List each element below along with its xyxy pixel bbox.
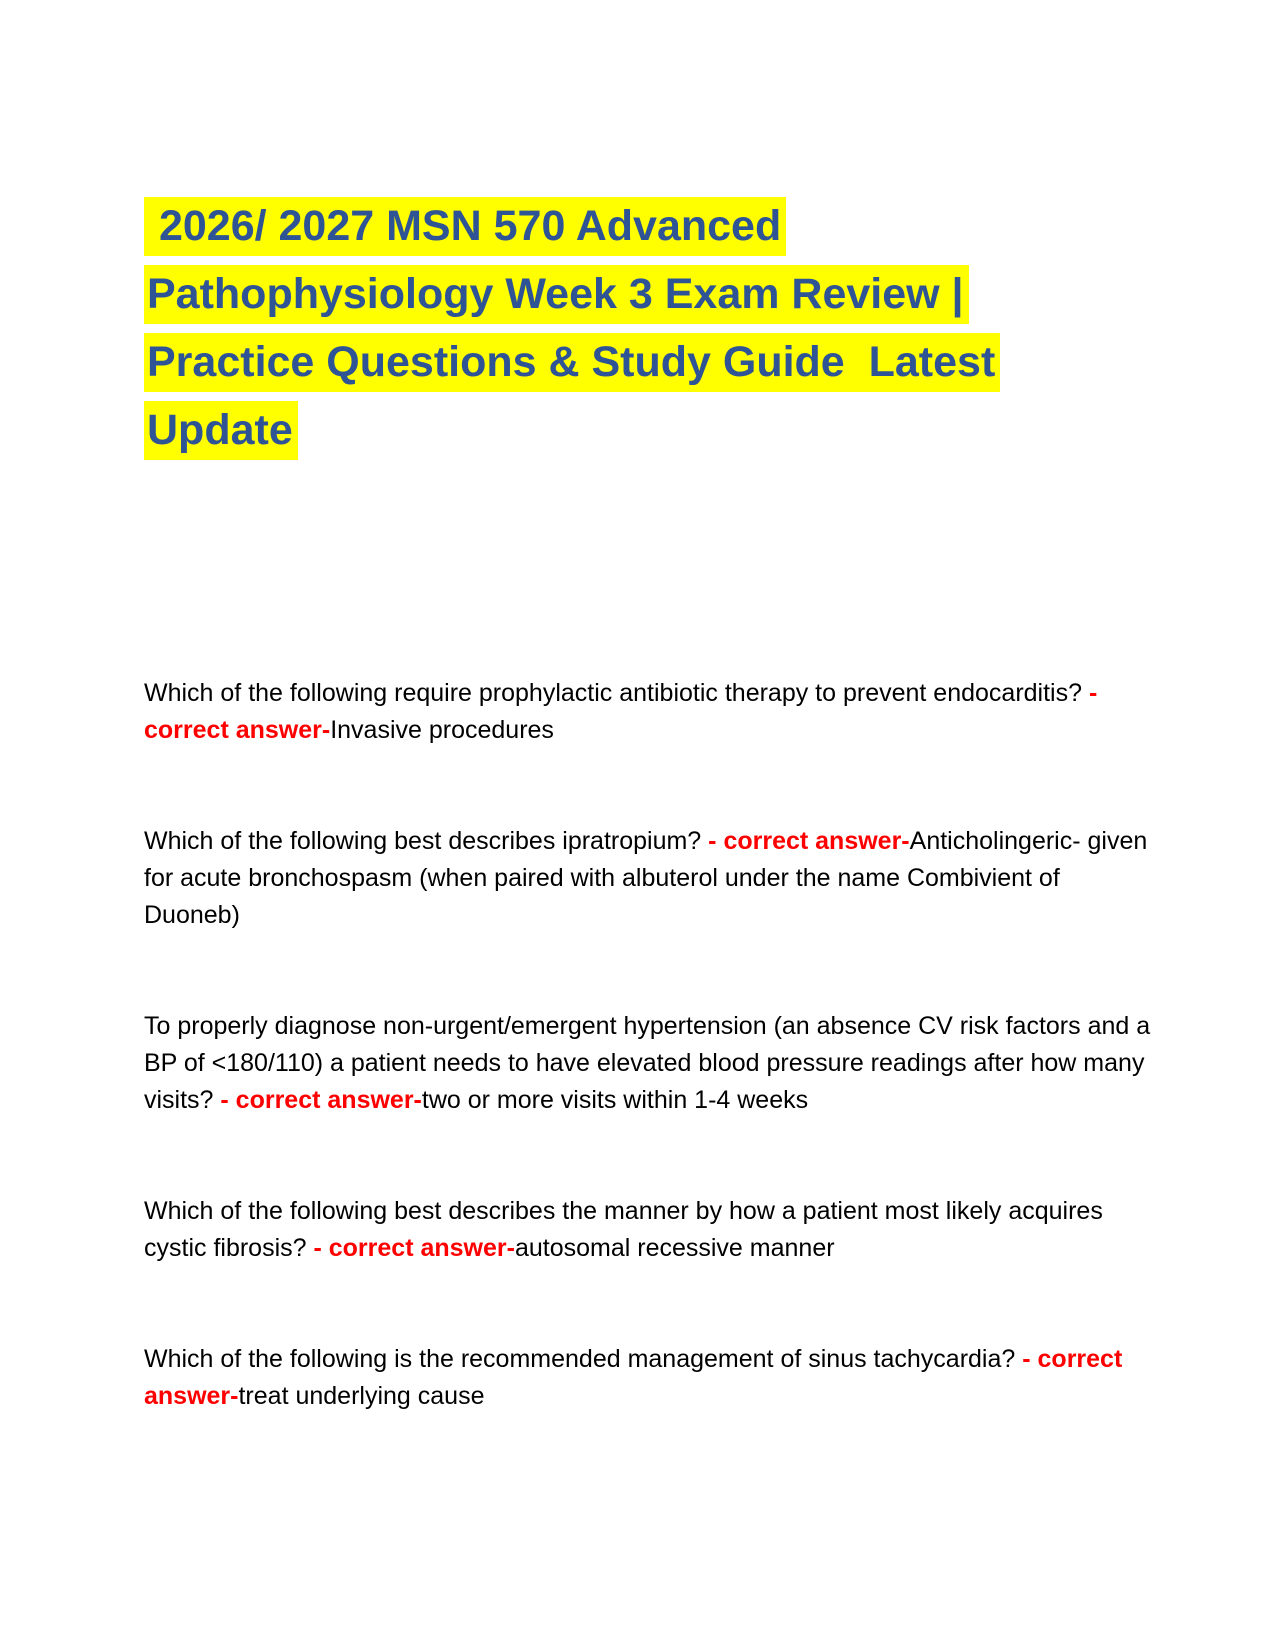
- question-text: Which of the following best describes the manner by how a patient most likely acquires cystic fibrosis?: [144, 1197, 1110, 1262]
- question-text: Which of the following is the recommended management of sinus tachycardia?: [144, 1345, 1023, 1373]
- qa-item-1: [144, 675, 1154, 749]
- correct-answer-marker: - correct answer-: [708, 827, 910, 855]
- question-text: Which of the following require prophylactic antibiotic therapy to prevent endocarditis?: [144, 679, 1089, 707]
- title-line-2-highlight: Pathophysiology Week 3 Exam Review |: [144, 265, 969, 324]
- title-line-2: [144, 260, 1154, 328]
- title-line-3: [144, 328, 1154, 396]
- title-line-1-highlight: 2026/ 2027 MSN 570 Advanced: [144, 197, 786, 256]
- question-text: Which of the following best describes ipratropium?: [144, 827, 709, 855]
- qa-item-4: [144, 1193, 1154, 1267]
- correct-answer-marker: - correct answer-: [144, 1345, 1130, 1410]
- title-line-4-highlight: Update: [144, 401, 298, 460]
- qa-item-3: [144, 1008, 1158, 1119]
- answer-text: two or more visits within 1-4 weeks: [421, 1086, 809, 1114]
- answer-text: Invasive procedures: [330, 716, 554, 744]
- correct-answer-marker: - correct answer-: [220, 1086, 422, 1114]
- document-title: [144, 0, 1154, 464]
- question-text: To properly diagnose non-urgent/emergent hypertension (an absence CV risk factors and a BP of <180/110) a patient needs to have elevated blood pressure readings after how many visits?: [144, 1012, 1158, 1114]
- correct-answer-marker: - correct answer-: [313, 1234, 515, 1262]
- answer-text: autosomal recessive manner: [514, 1234, 835, 1262]
- title-line-1: [144, 192, 1154, 260]
- correct-answer-marker: - correct answer-: [144, 679, 1105, 744]
- title-line-3-highlight: Practice Questions & Study Guide Latest: [144, 333, 1000, 392]
- qa-list: [144, 675, 1158, 1415]
- qa-item-2: [144, 823, 1154, 934]
- answer-text: Anticholingeric- given for acute bronchospasm (when paired with albuterol under the name Combivient of Duoneb): [144, 827, 1155, 929]
- qa-item-5: [144, 1341, 1154, 1415]
- title-line-4: [144, 396, 1154, 464]
- answer-text: treat underlying cause: [238, 1382, 485, 1410]
